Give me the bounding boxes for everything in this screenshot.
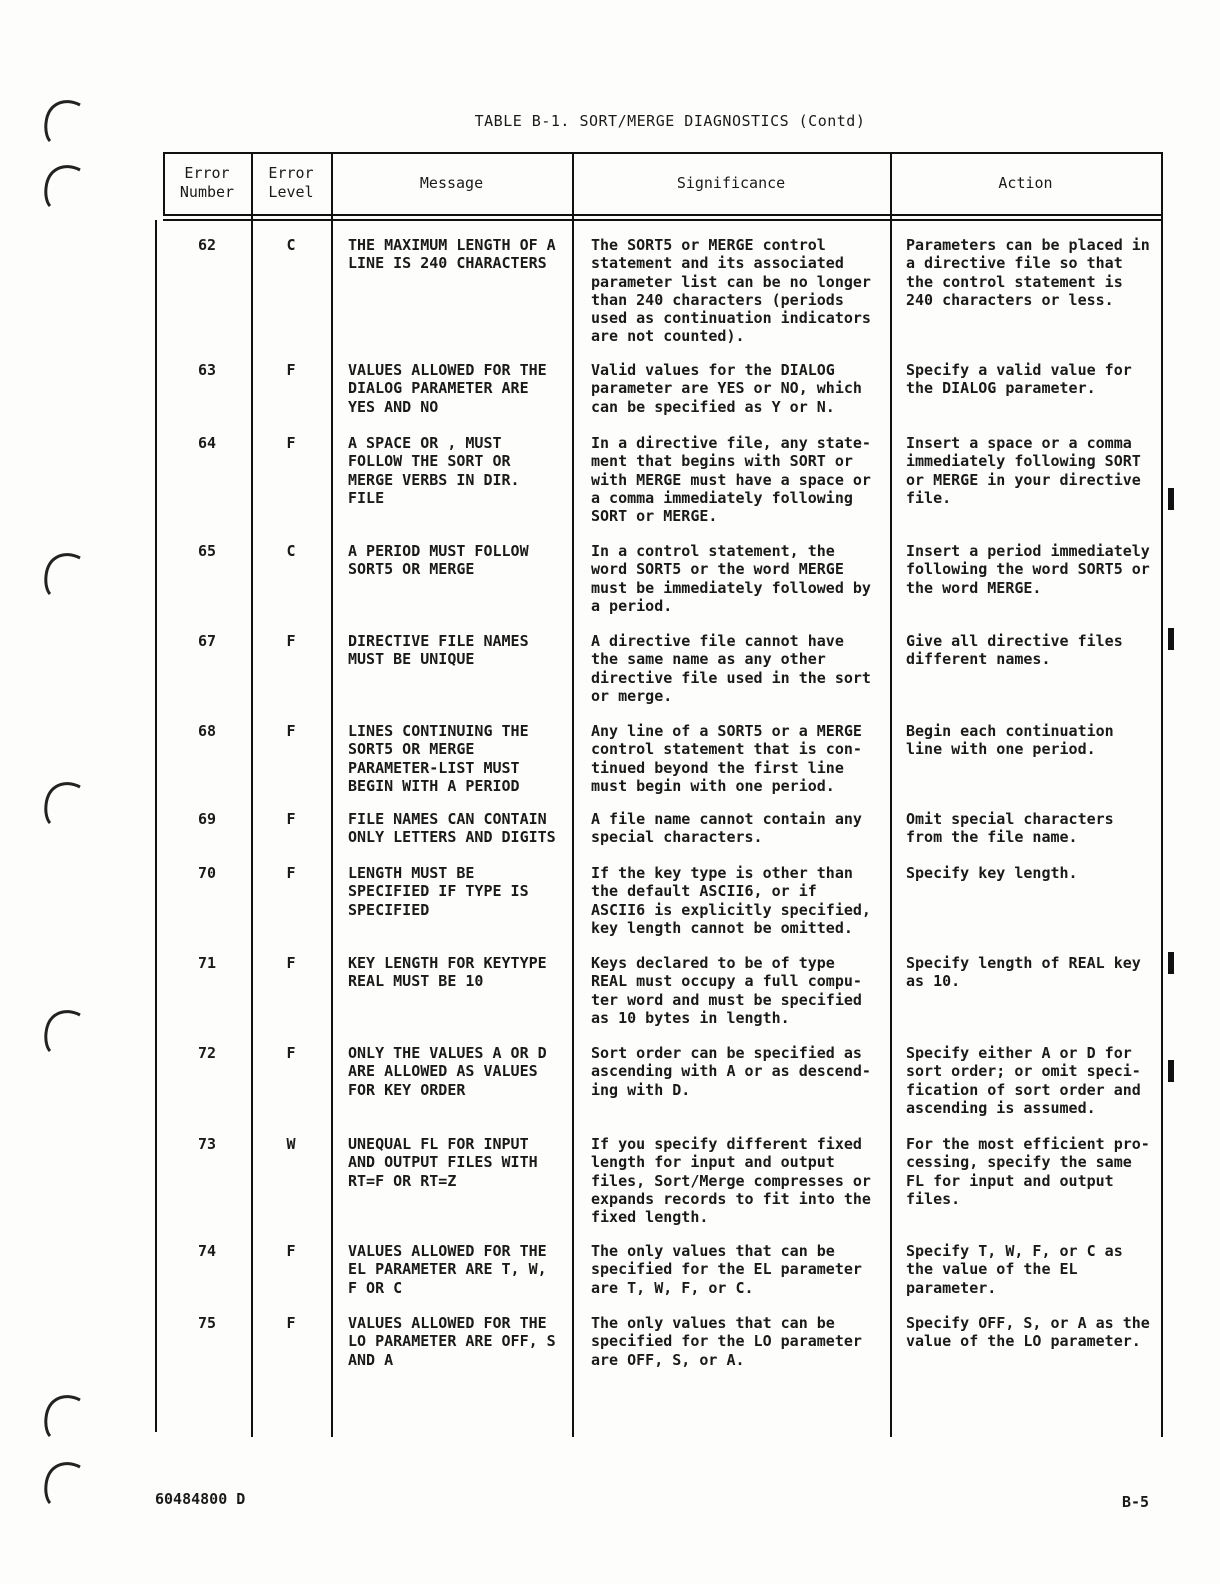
error-level: F — [286, 434, 296, 452]
error-level: F — [286, 632, 296, 650]
error-number: 67 — [197, 632, 217, 650]
message: A SPACE OR , MUST FOLLOW THE SORT OR MERGE VERBS IN DIR. FILE — [348, 434, 520, 507]
action: Specify a valid value for the DIALOG parameter. — [906, 361, 1132, 398]
action: Specify OFF, S, or A as the value of the LO parameter. — [906, 1314, 1150, 1351]
action: Specify key length. — [906, 864, 1078, 882]
error-number: 64 — [197, 434, 217, 452]
error-number: 62 — [197, 236, 217, 254]
error-level: F — [286, 1044, 296, 1062]
punch-hole-mark — [40, 548, 82, 596]
change-bar — [1168, 1060, 1174, 1082]
error-level: F — [286, 810, 296, 828]
significance: Valid values for the DIALOG parameter are YES or NO, which can be specified as Y or N. — [591, 361, 862, 416]
significance: In a directive file, any state- ment that begins with SORT or with MERGE must have a space or a comma immediately following SORT or MERGE. — [591, 434, 871, 526]
message: THE MAXIMUM LENGTH OF A LINE IS 240 CHARACTERS — [348, 236, 556, 273]
header-error-level: Error Level — [268, 164, 314, 201]
error-number: 70 — [197, 864, 217, 882]
error-level: F — [286, 1314, 296, 1332]
header-action: Action — [998, 173, 1053, 192]
significance: If you specify different fixed length for input and output files, Sort/Merge compresses or expands records to fit into the fixed length. — [591, 1135, 871, 1227]
action: Insert a space or a comma immediately following SORT or MERGE in your directive file. — [906, 434, 1141, 507]
col-border — [155, 220, 157, 1432]
message: VALUES ALLOWED FOR THE EL PARAMETER ARE T, W, F OR C — [348, 1242, 547, 1297]
diagnostics-table — [163, 152, 1163, 1437]
error-level: F — [286, 722, 296, 740]
action: Give all directive files different names. — [906, 632, 1123, 669]
action: Specify T, W, F, or C as the value of the EL parameter. — [906, 1242, 1123, 1297]
message: DIRECTIVE FILE NAMES MUST BE UNIQUE — [348, 632, 529, 669]
error-level: C — [286, 542, 296, 560]
significance: The only values that can be specified for the LO parameter are OFF, S, or A. — [591, 1314, 862, 1369]
message: KEY LENGTH FOR KEYTYPE REAL MUST BE 10 — [348, 954, 547, 991]
action: Specify length of REAL key as 10. — [906, 954, 1141, 991]
error-level: C — [286, 236, 296, 254]
header-divider-double — [163, 219, 1163, 221]
error-level: F — [286, 1242, 296, 1260]
document-number: 60484800 D — [155, 1490, 246, 1508]
change-bar — [1168, 628, 1174, 650]
col-border — [1161, 152, 1163, 1437]
error-number: 71 — [197, 954, 217, 972]
significance: The only values that can be specified for the EL parameter are T, W, F, or C. — [591, 1242, 862, 1297]
action: Parameters can be placed in a directive file so that the control statement is 240 characters or less. — [906, 236, 1150, 309]
message: FILE NAMES CAN CONTAIN ONLY LETTERS AND DIGITS — [348, 810, 556, 847]
error-level: F — [286, 954, 296, 972]
error-number: 65 — [197, 542, 217, 560]
error-number: 74 — [197, 1242, 217, 1260]
punch-hole-mark — [40, 1390, 82, 1438]
error-number: 72 — [197, 1044, 217, 1062]
message: LINES CONTINUING THE SORT5 OR MERGE PARAMETER-LIST MUST BEGIN WITH A PERIOD — [348, 722, 529, 795]
punch-hole-mark — [40, 1005, 82, 1053]
page-number: B-5 — [1122, 1493, 1150, 1511]
error-number: 68 — [197, 722, 217, 740]
header-divider — [163, 214, 1163, 216]
message: A PERIOD MUST FOLLOW SORT5 OR MERGE — [348, 542, 529, 579]
action: Specify either A or D for sort order; or omit speci- fication of sort order and ascending is assumed. — [906, 1044, 1141, 1117]
significance: In a control statement, the word SORT5 or the word MERGE must be immediately followed by a period. — [591, 542, 871, 615]
significance: If the key type is other than the default ASCII6, or if ASCII6 is explicitly specified, key length cannot be omitted. — [591, 864, 871, 937]
action: For the most efficient pro- cessing, specify the same FL for input and output files. — [906, 1135, 1150, 1208]
header-error-number: Error Number — [179, 164, 235, 201]
punch-hole-mark — [40, 777, 82, 825]
change-bar — [1168, 488, 1174, 510]
message: ONLY THE VALUES A OR D ARE ALLOWED AS VALUES FOR KEY ORDER — [348, 1044, 547, 1099]
table-title: TABLE B-1. SORT/MERGE DIAGNOSTICS (Contd) — [474, 112, 866, 130]
significance: Keys declared to be of type REAL must occupy a full compu- ter word and must be specified as 10 bytes in length. — [591, 954, 862, 1027]
error-number: 63 — [197, 361, 217, 379]
error-number: 69 — [197, 810, 217, 828]
message: LENGTH MUST BE SPECIFIED IF TYPE IS SPECIFIED — [348, 864, 529, 919]
action: Insert a period immediately following the word SORT5 or the word MERGE. — [906, 542, 1150, 597]
message: VALUES ALLOWED FOR THE DIALOG PARAMETER ARE YES AND NO — [348, 361, 547, 416]
significance: A directive file cannot have the same name as any other directive file used in the sort or merge. — [591, 632, 871, 705]
error-level: F — [286, 361, 296, 379]
significance: Any line of a SORT5 or a MERGE control statement that is con- tinued beyond the first line must begin with one period. — [591, 722, 862, 795]
significance: Sort order can be specified as ascending with A or as descend- ing with D. — [591, 1044, 871, 1099]
header-significance: Significance — [676, 173, 786, 192]
punch-hole-mark — [40, 1457, 82, 1505]
punch-hole-mark — [40, 160, 82, 208]
header-message: Message — [419, 173, 484, 192]
col-border — [331, 152, 333, 1437]
significance: The SORT5 or MERGE control statement and its associated parameter list can be no longer than 240 characters (periods used as continuation indicators are not counted). — [591, 236, 871, 346]
change-bar — [1168, 952, 1174, 974]
message: VALUES ALLOWED FOR THE LO PARAMETER ARE OFF, S AND A — [348, 1314, 556, 1369]
message: UNEQUAL FL FOR INPUT AND OUTPUT FILES WITH RT=F OR RT=Z — [348, 1135, 538, 1190]
action: Begin each continuation line with one period. — [906, 722, 1114, 759]
error-level: W — [286, 1135, 296, 1153]
significance: A file name cannot contain any special characters. — [591, 810, 862, 847]
action: Omit special characters from the file name. — [906, 810, 1114, 847]
error-level: F — [286, 864, 296, 882]
error-number: 73 — [197, 1135, 217, 1153]
error-number: 75 — [197, 1314, 217, 1332]
